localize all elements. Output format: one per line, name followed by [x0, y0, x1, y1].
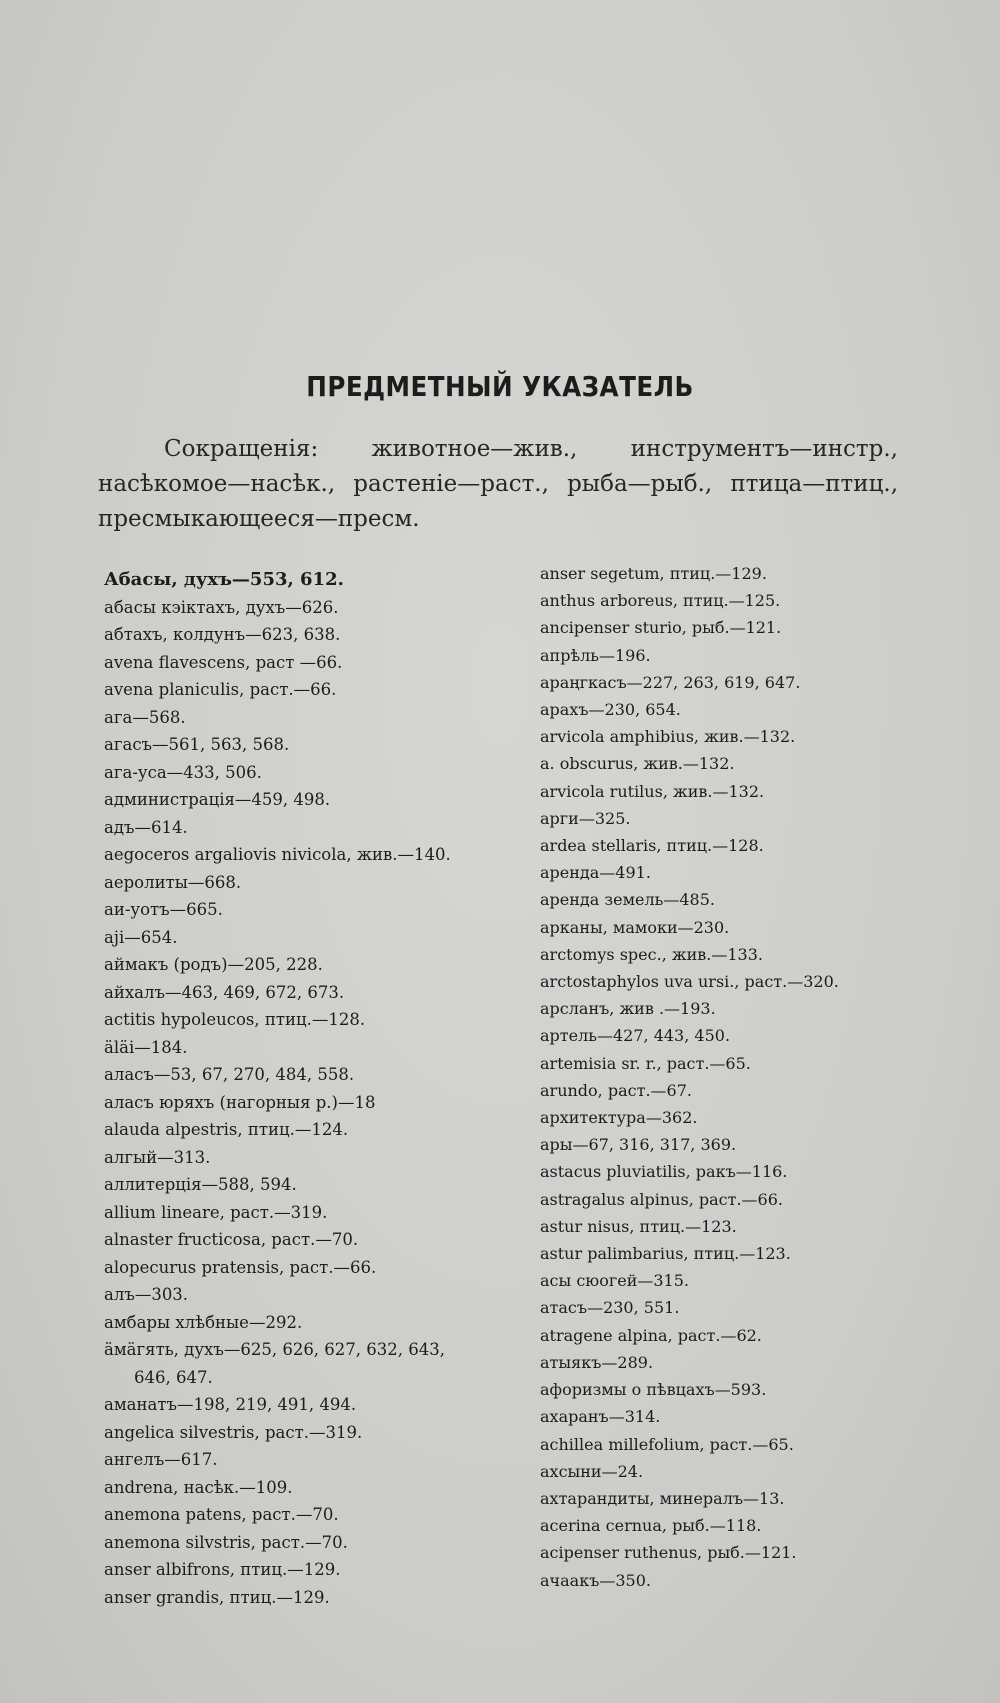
index-entry: astur palimbarius, птиц.—123.	[540, 1244, 791, 1264]
index-entry: ары—67, 316, 317, 369.	[540, 1135, 737, 1155]
index-entry: aegoceros argaliovis nivicola, жив.—140.	[104, 845, 451, 864]
index-entry: acerina cernua, рыб.—118.	[540, 1516, 762, 1536]
index-entry: astragalus alpinus, раст.—66.	[540, 1189, 783, 1209]
index-entry: andrena, насѣк.—109.	[104, 1477, 293, 1497]
index-entry: ancipenser sturio, рыб.—121.	[540, 618, 782, 638]
index-right-column	[540, 560, 920, 1594]
index-entry: асы сюогей—315.	[540, 1271, 689, 1291]
index-entry: angelica silvestris, раст.—319.	[104, 1422, 363, 1442]
index-entry: ага-уса—433, 506.	[104, 762, 262, 782]
index-entry: anemona patens, раст.—70.	[104, 1505, 339, 1524]
index-entry: аллитерція—588, 594.	[104, 1175, 297, 1194]
index-entry: араңгкасъ—227, 263, 619, 647.	[540, 672, 801, 692]
index-entry: аренда—491.	[540, 863, 651, 883]
index-entry: адъ—614.	[104, 817, 188, 837]
index-entry: ангелъ—617.	[104, 1450, 218, 1469]
index-entry: атасъ—230, 551.	[540, 1298, 680, 1318]
index-entry: äläi—184.	[104, 1037, 188, 1057]
index-entry: anser albifrons, птиц.—129.	[104, 1560, 341, 1579]
index-entry: arctomys spec., жив.—133.	[540, 944, 763, 964]
index-entry: aji—654.	[104, 927, 178, 947]
index-entry: alnaster fructicosa, раст.—70.	[104, 1230, 359, 1249]
index-entry: astacus pluviatilis, ракъ—116.	[540, 1162, 788, 1182]
index-entry: абтахъ, колдунъ—623, 638.	[104, 625, 341, 644]
index-entry: arvicola amphibius, жив.—132.	[540, 727, 796, 747]
index-entry: алгый—313.	[104, 1147, 211, 1167]
page-title: ПРЕДМЕТНЫЙ УКАЗАТЕЛЬ	[306, 370, 694, 403]
index-entry: anser grandis, птиц.—129.	[104, 1587, 330, 1607]
index-entry: Абасы, духъ—553, 612.	[104, 569, 344, 590]
index-entry: atragene alpina, раст.—62.	[540, 1325, 762, 1345]
index-entry: аи-уотъ—665.	[104, 900, 223, 919]
index-entry: айхалъ—463, 469, 672, 673.	[104, 982, 345, 1002]
index-entry: артель—427, 443, 450.	[540, 1026, 731, 1046]
index-entry: anemona silvstris, раст.—70.	[104, 1532, 348, 1552]
index-entry: архитектура—362.	[540, 1108, 698, 1128]
index-entry: аймакъ (родъ)—205, 228.	[104, 955, 323, 974]
index-entry: афоризмы о пѣвцахъ—593.	[540, 1380, 767, 1400]
index-entry: artemisia sr. r., раст.—65.	[540, 1053, 751, 1073]
index-entry: astur nisus, птиц.—123.	[540, 1216, 737, 1236]
index-entry: arvicola rutilus, жив.—132.	[540, 781, 765, 801]
index-entry: ахаранъ—314.	[540, 1407, 661, 1427]
index-entry: аманатъ—198, 219, 491, 494.	[104, 1395, 357, 1414]
index-entry: аренда земель—485.	[540, 890, 715, 910]
index-entry: ardea stellaris, птиц.—128.	[540, 836, 764, 856]
index-entry: actitis hypoleucos, птиц.—128.	[104, 1010, 366, 1029]
index-entry: атыякъ—289.	[540, 1352, 654, 1372]
index-entry: anser segetum, птиц.—129.	[540, 564, 767, 583]
index-entry: аеролиты—668.	[104, 872, 242, 892]
index-entry: апрѣль—196.	[540, 645, 651, 665]
index-left-column	[104, 566, 504, 1611]
index-entry: администрація—459, 498.	[104, 790, 331, 809]
index-entry: арсланъ, жив .—193.	[540, 999, 716, 1019]
index-entry: арахъ—230, 654.	[540, 700, 681, 720]
index-entry: аласъ—53, 67, 270, 484, 558.	[104, 1065, 355, 1084]
index-entry: арги—325.	[540, 808, 631, 828]
index-entry: ахтарандиты, минералъ—13.	[540, 1488, 785, 1508]
index-entry: ачаакъ—350.	[540, 1570, 651, 1590]
index-entry: avena planiculis, раст.—66.	[104, 680, 337, 699]
index-entry: a. obscurus, жив.—132.	[540, 754, 735, 774]
index-entry: achillea millefolium, раст.—65.	[540, 1434, 794, 1454]
index-entry: arundo, раст.—67.	[540, 1080, 692, 1100]
index-entry: acipenser ruthenus, рыб.—121.	[540, 1543, 797, 1563]
abbreviations-paragraph: Сокращенія: животное—жив., инструментъ—инстр., насѣкомое—насѣк., растеніе—раст., рыба—рыб., птица—птиц., пресмыкающееся—пресм.	[98, 436, 898, 532]
index-entry: агасъ—561, 563, 568.	[104, 735, 290, 754]
index-entry: ахсыни—24.	[540, 1461, 644, 1481]
index-entry: anthus arboreus, птиц.—125.	[540, 591, 781, 611]
index-entry: алъ—303.	[104, 1285, 189, 1304]
index-entry: alauda alpestris, птиц.—124.	[104, 1120, 349, 1139]
index-entry: avena flavescens, раст —66.	[104, 652, 343, 672]
index-entry: аласъ юряхъ (нагорныя р.)—18	[104, 1092, 376, 1112]
index-entry-continuation: 646, 647.	[134, 1367, 213, 1387]
index-entry: alopecurus pratensis, раст.—66.	[104, 1257, 377, 1277]
index-entry: arctostaphylos uva ursi., раст.—320.	[540, 972, 839, 992]
index-entry: ага—568.	[104, 707, 186, 727]
index-entry: allium lineare, раст.—319.	[104, 1202, 328, 1222]
index-entry: арканы, мамоки—230.	[540, 917, 730, 937]
index-entry: амбары хлѣбные—292.	[104, 1312, 303, 1332]
index-entry: äмäгять, духъ—625, 626, 627, 632, 643,	[104, 1340, 446, 1359]
index-entry: абасы кэіктахъ, духъ—626.	[104, 597, 339, 617]
